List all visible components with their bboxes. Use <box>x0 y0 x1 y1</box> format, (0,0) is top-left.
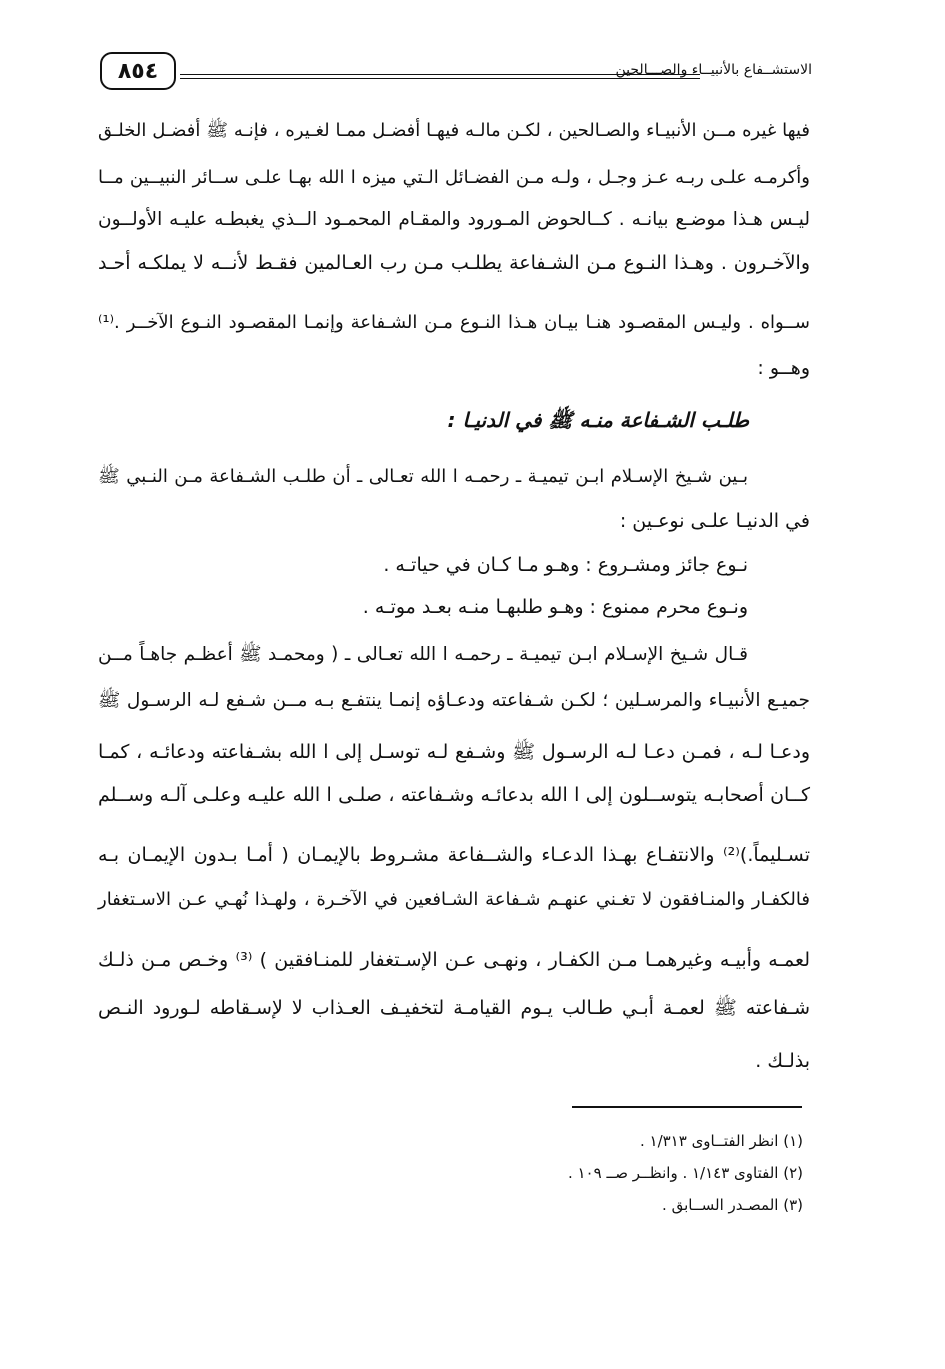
list-item: ونـوع محرم ممنوع : وهـو طلبهـا منـه بعـد موتـه . <box>362 596 748 618</box>
body-line: ودعـا لـه ، فمـن دعـا لـه الرسـول ﷺ وشـفع لـه توسـل إلى ا الله بشـفاعته ودعائـه ، كمـا <box>98 741 810 763</box>
body-line: بذلـك . <box>755 1050 810 1072</box>
body-line: قـال شـيخ الإسـلام ابـن تيميـة ـ رحمـه ا الله تعـالى ـ ( ومحمـد ﷺ أعظـم جاهـاً مــن <box>98 644 748 665</box>
body-line: كــان أصحابـه يتوســلون إلى ا الله بدعائـه وشـفاعته ، صلـى ا الله عليـه وعلـى آلـه وســلم <box>98 784 810 806</box>
body-line: فيها غيره مــن الأنبيـاء والصـالحين ، لكـن مالـه فيهـا أفضـل ممـا لغـيره ، فإنـه ﷺ أفضـل الخلـق <box>98 120 810 141</box>
header-rule-secondary <box>180 78 700 79</box>
list-item: نـوع جائز ومشـروع : وهـو مـا كـان في حياتـه . <box>383 554 748 576</box>
footnote: (٣) المصـدر الســابق . <box>662 1196 803 1214</box>
body-line: والآخـرون . وهـذا النـوع مـن الشـفاعة يطلـب مـن رب العـالمين فقـط لأنــه لا يملكـه أحـد <box>98 252 810 274</box>
body-line: ســواه . وليـس المقصـود هنـا بيـان هـذا النـوع مـن الشـفاعة وإنمـا المقصـود النـوع الآخــر .⁽¹⁾ <box>98 312 810 333</box>
page-number: ٨٥٤ <box>117 58 159 84</box>
body-line: وهــو : <box>757 357 810 379</box>
body-line: وأكرمـه علـى ربـه عـز وجـل ، ولـه مـن الفضـائل الـتي ميزه ا الله بهـا علـى ســائر النبيــين مــا <box>98 167 810 188</box>
page-number-box <box>100 52 176 90</box>
body-line: فالكفـار والمنـافقون لا تغـني عنهـم شـفاعة الشـافعين في الآخـرة ، ولهـذا نُهـي عـن الاسـتغفار <box>98 889 810 910</box>
body-line: شـفاعته ﷺ لعمـة أبـي طـالب يـوم القيامـة لتخفيـف العـذاب لا لإسـقاطه لـورود النـص <box>98 997 810 1019</box>
running-title: الاستشــفاع بالأنبيــاء والصـــالحين <box>615 62 812 78</box>
section-heading: طلـب الشـفاعة منـه ﷺ في الدنيـا : <box>447 408 749 432</box>
footnote: (٢) الفتاوى ١/١٤٣ . وانظــر صــ ١٠٩ . <box>567 1164 803 1182</box>
body-line: جميـع الأنبيـاء والمرسـلين ؛ لكـن شـفاعته ودعـاؤه إنمـا ينتفـع بـه مــن شـفع لـه الرسـول ﷺ <box>98 690 810 711</box>
footnote: (١) انظر الفتــاوى ١/٣١٣ . <box>639 1132 803 1150</box>
body-line: في الدنيـا علـى نوعـين : <box>619 510 810 532</box>
footnote-rule <box>572 1106 802 1108</box>
body-line: تسـليماً.)⁽²⁾ والانتفـاع بهـذا الدعـاء والشــفاعة مشـروط بالإيمـان ( أمـا بـدون الإيمـان بـه <box>98 844 810 866</box>
body-line: ليـس هـذا موضـع بيانـه . كــالحوض المـورود والمقـام المحمـود الــذي يغبطـه عليـه الأولــون <box>98 209 810 230</box>
body-line: لعمـه وأبيـه وغيرهمـا مـن الكفـار ، ونهـى عـن الإسـتغفار للمنـافقين ) ⁽³⁾ وخـص مـن ذلـك <box>98 949 810 971</box>
body-line: بـين شـيخ الإسـلام ابـن تيميـة ـ رحمـه ا الله تعـالى ـ أن طلـب الشـفاعة مـن النـبي ﷺ <box>98 466 748 487</box>
page-header <box>100 52 812 94</box>
